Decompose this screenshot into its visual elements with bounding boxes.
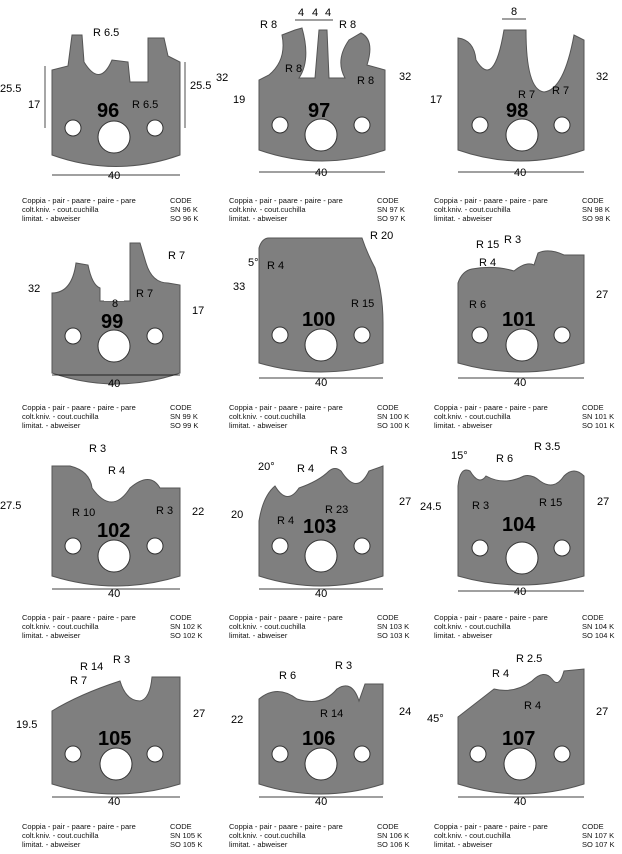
caption-line: colt.kniv. - cout.cuchilla: [434, 412, 511, 421]
dim-label: R 2.5: [516, 653, 543, 665]
code-so: SO 98 K: [582, 214, 611, 223]
code-so: SO 96 K: [170, 214, 199, 223]
caption-line: limitat. - abweiser: [229, 214, 288, 223]
code-so: SO 97 K: [377, 214, 406, 223]
dim-label: 32: [399, 71, 412, 83]
right-hole: [554, 327, 570, 343]
code-sn: SN 99 K: [170, 412, 198, 421]
code-label: CODE: [582, 613, 604, 622]
dim-label: R 3: [156, 505, 174, 517]
dim-label: R 6: [469, 299, 487, 311]
profile-drawing: [207, 213, 414, 426]
profile-drawing: [207, 426, 414, 639]
code-so: SO 103 K: [377, 631, 410, 640]
left-hole: [472, 540, 488, 556]
right-hole: [354, 746, 370, 762]
left-hole: [65, 746, 81, 762]
code-so: SO 100 K: [377, 421, 410, 430]
dim-label: R 4: [277, 515, 295, 527]
profile-drawing: [414, 213, 621, 426]
right-hole: [354, 117, 370, 133]
right-hole: [147, 538, 163, 554]
caption-line: Coppia - pair - paare - paire - pare: [22, 403, 136, 412]
dim-label: R 7: [168, 250, 186, 262]
width-dim: 40: [315, 377, 328, 389]
profile-card-106: [207, 639, 414, 852]
left-hole: [272, 117, 288, 133]
dim-label: R 15: [351, 298, 375, 310]
caption-line: limitat. - abweiser: [434, 214, 493, 223]
profile-card-105: [0, 639, 207, 852]
width-dim: 40: [514, 377, 527, 389]
code-label: CODE: [377, 613, 399, 622]
code-sn: SN 103 K: [377, 622, 410, 631]
dim-label: 27: [399, 496, 412, 508]
code-so: SO 105 K: [170, 840, 203, 849]
width-dim: 40: [315, 588, 328, 600]
code-label: CODE: [170, 613, 192, 622]
width-dim: 40: [108, 796, 121, 808]
profile-number: 97: [308, 100, 331, 122]
caption-line: Coppia - pair - paare - paire - pare: [22, 822, 136, 831]
dim-label: R 6.5: [132, 99, 159, 111]
profile-drawing: [0, 0, 212, 213]
dim-label: 4: [312, 7, 319, 19]
profile-number: 105: [98, 728, 132, 750]
profile-number: 107: [502, 728, 536, 750]
center-hole: [504, 748, 536, 780]
caption-line: Coppia - pair - paare - paire - pare: [22, 613, 136, 622]
dim-label: R 23: [325, 504, 349, 516]
right-hole: [554, 540, 570, 556]
code-sn: SN 98 K: [582, 205, 610, 214]
dim-label: 5°: [248, 257, 259, 269]
dim-label: R 3: [330, 445, 348, 457]
dim-label: R 10: [72, 507, 96, 519]
left-hole: [472, 117, 488, 133]
caption-line: Coppia - pair - paare - paire - pare: [229, 403, 343, 412]
dim-label: R 4: [492, 668, 510, 680]
profile-number: 100: [302, 309, 336, 331]
dim-label: R 8: [260, 19, 278, 31]
dim-label: 4: [325, 7, 332, 19]
dim-label: R 3: [335, 660, 353, 672]
code-sn: SN 100 K: [377, 412, 410, 421]
dim-label: 27: [193, 708, 206, 720]
dim-label: 22: [192, 506, 205, 518]
right-hole: [147, 328, 163, 344]
dim-label: 4: [298, 7, 305, 19]
profile-number: 99: [101, 311, 124, 333]
caption-line: limitat. - abweiser: [229, 631, 288, 640]
dim-label: 32: [28, 283, 41, 295]
dim-label: 19.5: [16, 719, 38, 731]
caption-line: colt.kniv. - cout.cuchilla: [434, 622, 511, 631]
dim-label: 20°: [258, 461, 275, 473]
center-hole: [98, 121, 130, 153]
width-dim: 40: [514, 586, 527, 598]
code-so: SO 107 K: [582, 840, 615, 849]
code-label: CODE: [170, 822, 192, 831]
dim-label: R 3: [89, 443, 107, 455]
dim-label: R 14: [320, 708, 344, 720]
profile-drawing: [414, 426, 621, 639]
dim-label: R 7: [136, 288, 154, 300]
dim-label: R 7: [518, 89, 536, 101]
caption-line: colt.kniv. - cout.cuchilla: [229, 205, 306, 214]
dim-label: 27.5: [0, 500, 22, 512]
right-hole: [147, 746, 163, 762]
code-label: CODE: [170, 196, 192, 205]
left-hole: [65, 328, 81, 344]
right-hole: [354, 327, 370, 343]
left-hole: [470, 746, 486, 762]
code-so: SO 102 K: [170, 631, 203, 640]
caption-line: limitat. - abweiser: [22, 421, 81, 430]
center-hole: [305, 119, 337, 151]
code-sn: SN 107 K: [582, 831, 615, 840]
dim-label: R 4: [479, 257, 497, 269]
dim-label: R 4: [524, 700, 542, 712]
left-hole: [472, 327, 488, 343]
caption-line: limitat. - abweiser: [22, 214, 81, 223]
dim-label: R 4: [267, 260, 285, 272]
profile-card-99: [0, 213, 207, 426]
profile-number: 98: [506, 100, 529, 122]
code-label: CODE: [377, 196, 399, 205]
dim-label: 8: [511, 6, 518, 18]
caption-line: limitat. - abweiser: [22, 840, 81, 849]
caption-line: Coppia - pair - paare - paire - pare: [229, 613, 343, 622]
dim-label: R 20: [370, 230, 394, 242]
dim-label: R 4: [297, 463, 315, 475]
right-hole: [554, 117, 570, 133]
profile-card-102: [0, 426, 207, 639]
caption-line: colt.kniv. - cout.cuchilla: [22, 622, 99, 631]
center-hole: [305, 329, 337, 361]
left-hole: [65, 538, 81, 554]
right-hole: [554, 746, 570, 762]
profile-card-97: [207, 0, 414, 213]
code-sn: SN 102 K: [170, 622, 203, 631]
code-sn: SN 97 K: [377, 205, 405, 214]
dim-label: 32: [216, 72, 229, 84]
profile-drawing: [207, 639, 414, 852]
dim-label: R 6.5: [93, 27, 120, 39]
dim-label: R 3: [504, 234, 522, 246]
width-dim: 40: [514, 167, 527, 179]
dim-label: 33: [233, 281, 246, 293]
dim-label: 25.5: [0, 83, 22, 95]
code-label: CODE: [582, 403, 604, 412]
dim-label: R 4: [108, 465, 126, 477]
right-hole: [354, 538, 370, 554]
dim-label: 24: [399, 706, 412, 718]
width-dim: 40: [108, 378, 121, 390]
profile-card-101: [414, 213, 621, 426]
width-dim: 40: [315, 167, 328, 179]
code-sn: SN 96 K: [170, 205, 198, 214]
left-hole: [272, 327, 288, 343]
width-dim: 40: [514, 796, 527, 808]
width-dim: 40: [108, 588, 121, 600]
code-label: CODE: [582, 196, 604, 205]
dim-label: R 6: [496, 453, 514, 465]
dim-label: 24.5: [420, 501, 442, 513]
center-hole: [305, 540, 337, 572]
profile-card-98: [414, 0, 621, 213]
dim-label: R 8: [339, 19, 357, 31]
center-hole: [98, 540, 130, 572]
caption-line: Coppia - pair - paare - paire - pare: [434, 196, 548, 205]
caption-line: colt.kniv. - cout.cuchilla: [229, 622, 306, 631]
code-so: SO 106 K: [377, 840, 410, 849]
caption-line: Coppia - pair - paare - paire - pare: [229, 822, 343, 831]
caption-line: colt.kniv. - cout.cuchilla: [22, 412, 99, 421]
profile-drawing: [0, 639, 207, 852]
profile-number: 96: [97, 100, 120, 122]
caption-line: Coppia - pair - paare - paire - pare: [22, 196, 136, 205]
profile-number: 106: [302, 728, 336, 750]
dim-label: R 8: [357, 75, 375, 87]
left-hole: [272, 746, 288, 762]
dim-label: 17: [28, 99, 41, 111]
profile-card-104: [414, 426, 621, 639]
caption-line: colt.kniv. - cout.cuchilla: [434, 831, 511, 840]
dim-label: 27: [596, 706, 609, 718]
center-hole: [98, 330, 130, 362]
caption-line: colt.kniv. - cout.cuchilla: [229, 412, 306, 421]
caption-line: limitat. - abweiser: [229, 840, 288, 849]
code-sn: SN 101 K: [582, 412, 615, 421]
profile-drawing: [414, 0, 621, 213]
caption-line: limitat. - abweiser: [22, 631, 81, 640]
caption-line: Coppia - pair - paare - paire - pare: [229, 196, 343, 205]
center-hole: [305, 748, 337, 780]
right-hole: [147, 120, 163, 136]
dim-label: R 14: [80, 661, 104, 673]
profile-number: 104: [502, 514, 536, 536]
left-hole: [272, 538, 288, 554]
dim-label: 27: [596, 289, 609, 301]
dim-label: R 6: [279, 670, 297, 682]
dim-label: 32: [596, 71, 609, 83]
profile-drawing: [414, 639, 621, 852]
caption-line: Coppia - pair - paare - paire - pare: [434, 822, 548, 831]
dim-label: 8: [112, 298, 119, 310]
profile-card-100: [207, 213, 414, 426]
profile-drawing: [207, 0, 414, 213]
code-so: SO 101 K: [582, 421, 615, 430]
center-hole: [506, 329, 538, 361]
dim-label: R 3: [472, 500, 490, 512]
caption-line: colt.kniv. - cout.cuchilla: [434, 205, 511, 214]
dim-label: 15°: [451, 450, 468, 462]
center-hole: [506, 119, 538, 151]
dim-label: 27: [597, 496, 610, 508]
dim-label: R 3.5: [534, 441, 561, 453]
dim-label: 19: [233, 94, 246, 106]
dim-label: R 7: [70, 675, 88, 687]
profile-card-107: [414, 639, 621, 852]
dim-label: R 15: [476, 239, 500, 251]
center-hole: [506, 542, 538, 574]
caption-line: limitat. - abweiser: [434, 421, 493, 430]
dim-label: 25.5: [190, 80, 212, 92]
dim-label: 17: [430, 94, 443, 106]
profile-card-103: [207, 426, 414, 639]
caption-line: colt.kniv. - cout.cuchilla: [22, 831, 99, 840]
caption-line: limitat. - abweiser: [434, 840, 493, 849]
caption-line: colt.kniv. - cout.cuchilla: [22, 205, 99, 214]
profile-number: 101: [502, 309, 536, 331]
caption-line: limitat. - abweiser: [229, 421, 288, 430]
width-dim: 40: [315, 796, 328, 808]
dim-label: R 3: [113, 654, 131, 666]
left-hole: [65, 120, 81, 136]
code-label: CODE: [582, 822, 604, 831]
dim-label: R 8: [285, 63, 303, 75]
caption-line: Coppia - pair - paare - paire - pare: [434, 613, 548, 622]
profile-number: 103: [303, 516, 337, 538]
code-label: CODE: [170, 403, 192, 412]
profile-card-96: [0, 0, 212, 213]
profile-number: 102: [97, 520, 131, 542]
code-sn: SN 105 K: [170, 831, 203, 840]
width-dim: 40: [108, 170, 121, 182]
dim-label: 22: [231, 714, 244, 726]
caption-line: limitat. - abweiser: [434, 631, 493, 640]
caption-line: Coppia - pair - paare - paire - pare: [434, 403, 548, 412]
dim-label: 17: [192, 305, 205, 317]
caption-line: colt.kniv. - cout.cuchilla: [229, 831, 306, 840]
dim-label: R 7: [552, 85, 570, 97]
dim-label: R 15: [539, 497, 563, 509]
center-hole: [100, 748, 132, 780]
profile-drawing: [0, 426, 207, 639]
code-label: CODE: [377, 403, 399, 412]
code-sn: SN 104 K: [582, 622, 615, 631]
profile-drawing: [0, 213, 207, 426]
code-label: CODE: [377, 822, 399, 831]
code-so: SO 104 K: [582, 631, 615, 640]
dim-label: 45°: [427, 713, 444, 725]
code-sn: SN 106 K: [377, 831, 410, 840]
dim-label: 20: [231, 509, 244, 521]
code-so: SO 99 K: [170, 421, 199, 430]
